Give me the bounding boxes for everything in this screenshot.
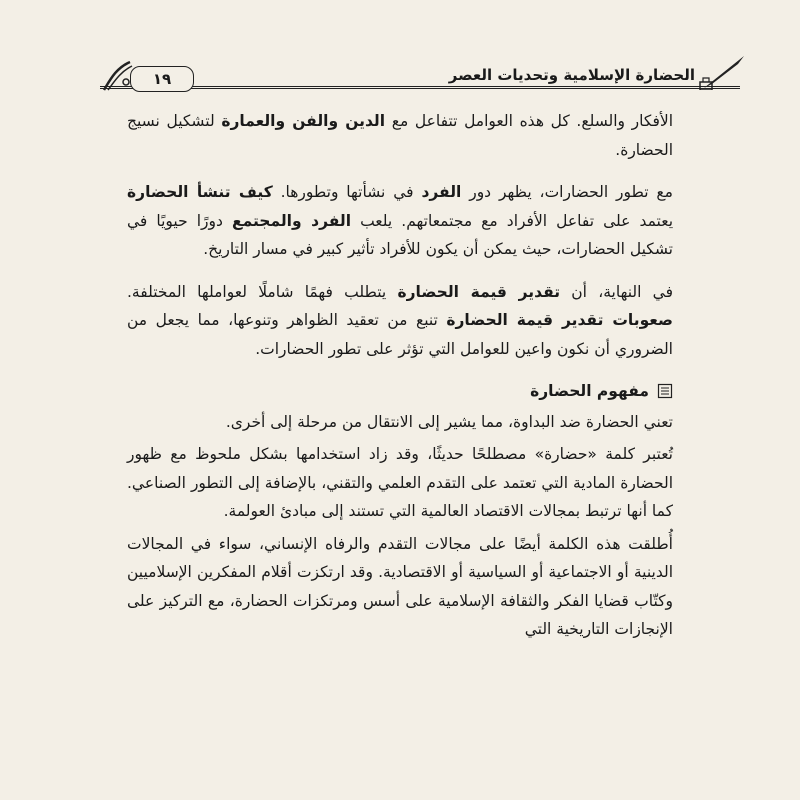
text-run: تُعتبر كلمة «حضارة» مصطلحًا حديثًا، وقد زاد استخدامها بشكل ملحوظ مع ظهور الحضارة المادية التي تعتمد على التقدم العلمي والتقني، بالإضافة إلى التطور الصناعي. كما أنها ترتبط بمجالات الاقتصاد العالمية التي تستند إلى مبادئ العولمة. (127, 445, 673, 520)
section-heading-text: مفهوم الحضارة (530, 382, 649, 400)
text-run: يتطلب فهمًا شاملًا لعواملها المختلفة. (127, 282, 398, 301)
header-title: الحضارة الإسلامية وتحديات العصر (448, 66, 695, 84)
text-run: تنبع من تعقيد الظواهر وتنوعها، مما يجعل من الضروري أن نكون واعين للعوامل التي تؤثر على تطور الحضارات. (127, 311, 673, 358)
text-run: لتشكيل نسيج الحضارة. (127, 112, 673, 159)
bold-run: كيف تنشأ الحضارة (127, 183, 273, 201)
bold-run: الفرد (421, 183, 462, 201)
text-run: يعتمد على تفاعل الأفراد مع مجتمعاتهم. يلعب (351, 211, 674, 230)
bold-run: الدين والفن والعمارة (221, 112, 386, 130)
paragraph (127, 440, 673, 526)
paragraph (127, 178, 673, 264)
section-heading (127, 377, 673, 406)
paragraph (127, 408, 673, 437)
page-body (127, 107, 673, 648)
text-run: أُطلقت هذه الكلمة أيضًا على مجالات التقدم والرفاه الإنساني، سواء في المجالات الدينية أو الاجتماعية أو السياسية أو الاقتصادية. وقد ارتكزت أقلام المفكرين الإسلاميين وكتّاب قضايا الفكر والثقافة الإسلامية على أسس ومرتكزات الحضارة، مع التركيز على الإنجازات التاريخية التي (127, 534, 673, 638)
header-rule (100, 86, 740, 89)
text-run: دورًا حيويًا في تشكيل الحضارات، حيث يمكن أن يكون للأفراد تأثير كبير في مسار التاريخ. (127, 211, 673, 258)
open-book-icon (657, 383, 673, 399)
paragraph (127, 278, 673, 364)
page-number: ١٩ (130, 66, 194, 92)
quill-inkwell-icon (698, 54, 750, 90)
bold-run: الفرد والمجتمع (231, 211, 352, 230)
bold-run: تقدير قيمة الحضارة (397, 282, 561, 301)
text-run: الأفكار والسلع. كل هذه العوامل تتفاعل مع (385, 112, 673, 130)
text-run: تعني الحضارة ضد البداوة، مما يشير إلى الانتقال من مرحلة إلى أخرى. (225, 412, 673, 431)
scroll-icon (100, 60, 134, 92)
text-run: مع تطور الحضارات، يظهر دور (461, 183, 673, 201)
text-run: في نشأتها وتطورها. (272, 183, 422, 201)
bold-run: صعوبات تقدير قيمة الحضارة (446, 311, 674, 329)
running-header (100, 52, 760, 96)
text-run: في النهاية، أن (560, 282, 674, 301)
paragraph (127, 107, 673, 164)
paragraph (127, 530, 673, 644)
